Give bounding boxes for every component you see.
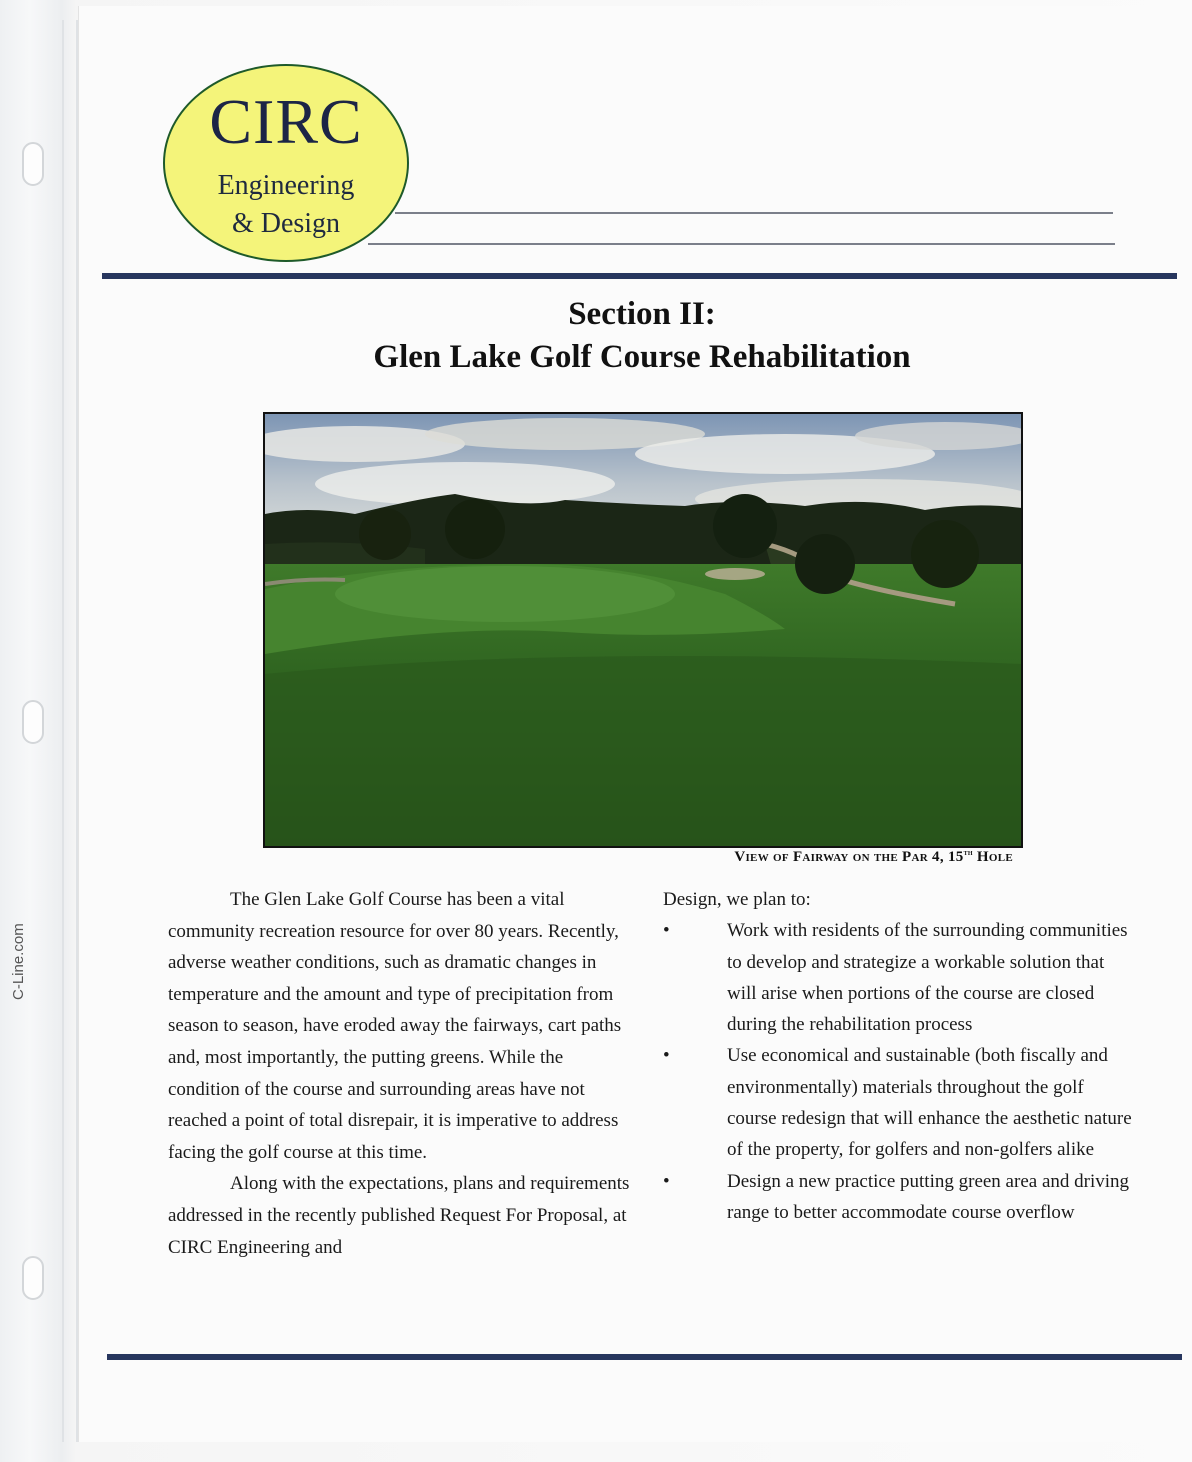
fairway-photo-image [265, 414, 1021, 846]
logo-subtitle: Engineering [217, 170, 355, 201]
list-item-text: Use economical and sustainable (both fiscally and environmentally) materials throughout the golf course redesign that will enhance the aesthetic nature of the property, for golfers and non-golfers alike [727, 1045, 1132, 1161]
header-line [368, 243, 1115, 245]
page-title: Glen Lake Golf Course Rehabilitation [373, 339, 911, 375]
binder-hole [22, 142, 44, 186]
binder-hole [22, 1256, 44, 1300]
body-paragraph: Along with the expectations, plans and requirements addressed in the recently published Request For Proposal, at CIRC Engineering and [168, 1173, 630, 1258]
list-item [663, 1040, 1133, 1165]
bullet-icon: • [663, 1170, 670, 1192]
body-paragraph: The Glen Lake Golf Course has been a vital community recreation resource for over 80 years. Recently, adverse weather conditions, such as dramatic changes in temperature and the amount and type of precipitation from season to season, have eroded away the fairways, cart paths and, most importantly, the putting greens. While the condition of the course and surrounding areas have not reached a point of total disrepair, it is imperative to address facing the golf course at this time. [168, 889, 622, 1163]
logo-title: CIRC [209, 86, 363, 157]
fairway-photo [263, 412, 1023, 848]
header-line [395, 212, 1113, 214]
company-logo [163, 64, 409, 262]
plan-list [663, 915, 1133, 1228]
body-column-right [663, 884, 1133, 1228]
bottom-rule [107, 1354, 1182, 1360]
caption-text-end: Hole [972, 849, 1013, 865]
body-column-left [168, 884, 638, 1263]
list-item [663, 915, 1133, 1040]
sleeve-edge [62, 20, 64, 1442]
list-intro: Design, we plan to: [663, 889, 811, 910]
photo-caption [630, 847, 1013, 866]
bullet-icon: • [663, 1045, 670, 1067]
section-label: Section II: [568, 296, 716, 332]
caption-text: View of Fairway on the Par 4, 15 [734, 849, 964, 865]
caption-ordinal: th [963, 847, 973, 857]
bullet-icon: • [663, 920, 670, 942]
top-rule [102, 273, 1177, 279]
list-item-text: Design a new practice putting green area and driving range to better accommodate course overflow [727, 1170, 1130, 1223]
sleeve-brand: C-Line.com [10, 923, 27, 1000]
logo-subtitle: & Design [231, 208, 341, 239]
list-item [663, 1166, 1133, 1229]
binder-hole [22, 700, 44, 744]
list-item-text: Work with residents of the surrounding communities to develop and strategize a workable solution that will arise when portions of the course are closed during the rehabilitation process [727, 920, 1128, 1036]
